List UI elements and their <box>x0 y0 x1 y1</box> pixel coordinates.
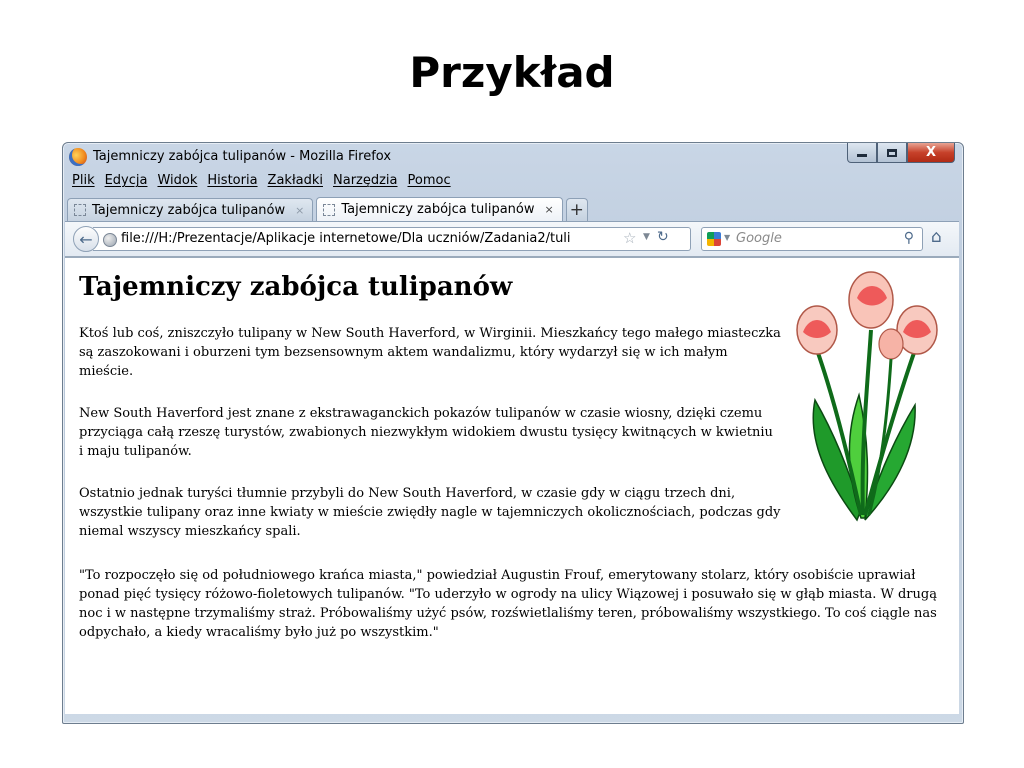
back-button[interactable] <box>73 226 99 252</box>
title-bar <box>63 143 963 171</box>
page-favicon-icon <box>74 204 86 216</box>
tab-strip <box>67 197 588 221</box>
tab-1[interactable] <box>67 198 313 221</box>
back-arrow-icon: ← <box>79 229 93 249</box>
paragraph-2: New South Haverford jest znane z ekstrawaganckich pokazów tulipanów w czasie wiosny, dzięki czemu przyciąga całą rzeszę turystów, zwabionych niezwykłym widokiem dwustu tysięcy kwitnących w kwietniu i maju tulipanów. <box>79 406 773 459</box>
menu-widok[interactable]: Widok <box>157 173 198 188</box>
paragraph-4: "To rozpoczęło się od południowego krańca miasta," powiedział Augustin Frouf, emerytowany stolarz, który osobiście uprawiał ponad pięć tysięcy różowo-fioletowych tulipanów. "To uderzyło w ogrody na ulicy Wiązowej i posuwało się w głąb miasta. W drugą noc i w następne trzymaliśmy straż. Próbowaliśmy użyć psów, rozświetlaliśmy teren, próbowaliśmy wszystkiego. To coś ciągle nas odpychało, a kiedy wracaliśmy było już po wszystkim." <box>79 568 937 640</box>
menu-narzedzia[interactable]: Narzędzia <box>333 173 398 188</box>
search-magnifier-icon[interactable]: ⚲ <box>903 230 914 246</box>
navigation-toolbar <box>65 221 959 257</box>
tab-close-icon[interactable]: × <box>295 203 305 217</box>
search-bar[interactable] <box>701 227 923 251</box>
globe-icon <box>103 233 117 247</box>
close-button[interactable]: X <box>907 143 955 163</box>
paragraph-3: Ostatnio jednak turyści tłumnie przybyli do New South Haverford, w czasie gdy w ciągu trzech dni, wszystkie tulipany oraz inne kwiaty w mieście zwiędły nagle w tajemniczych okolicznościach, podczas gdy niemal wszyscy mieszkańcy spali. <box>79 486 781 539</box>
engine-dropdown-icon[interactable]: ▼ <box>724 233 731 242</box>
slide-title: Przykład <box>409 48 615 97</box>
maximize-icon <box>887 149 897 157</box>
tab-label: Tajemniczy zabójca tulipanów <box>92 202 286 218</box>
firefox-logo-icon <box>69 148 87 166</box>
minimize-icon <box>857 154 867 157</box>
search-placeholder[interactable]: Google <box>736 231 782 246</box>
menu-pomoc[interactable]: Pomoc <box>407 173 451 188</box>
minimize-button[interactable] <box>847 143 877 163</box>
tab-label: Tajemniczy zabójca tulipanów <box>341 202 535 217</box>
history-dropdown-icon[interactable]: ▼ <box>643 232 650 242</box>
tab-close-icon[interactable]: × <box>544 203 554 216</box>
google-engine-icon[interactable] <box>707 232 721 246</box>
tab-2-active[interactable] <box>316 197 562 221</box>
menu-zakladki[interactable]: Zakładki <box>267 173 323 188</box>
tulips-image <box>787 270 947 530</box>
new-tab-button[interactable]: + <box>566 198 588 221</box>
page-favicon-icon <box>323 204 335 216</box>
window-controls <box>847 143 955 163</box>
page-content <box>65 257 959 714</box>
home-icon[interactable]: ⌂ <box>931 227 942 247</box>
menu-bar <box>67 173 456 193</box>
menu-edycja[interactable]: Edycja <box>104 173 148 188</box>
menu-plik[interactable]: Plik <box>72 173 95 188</box>
url-bar[interactable] <box>93 227 691 251</box>
menu-historia[interactable]: Historia <box>207 173 258 188</box>
window-title: Tajemniczy zabójca tulipanów - Mozilla Firefox <box>93 149 392 164</box>
maximize-button[interactable] <box>877 143 907 163</box>
browser-window <box>62 142 964 724</box>
bookmark-star-icon[interactable]: ☆ <box>623 229 637 247</box>
page-heading: Tajemniczy zabójca tulipanów <box>79 272 513 302</box>
reload-icon[interactable]: ↻ <box>657 229 669 245</box>
paragraph-1: Ktoś lub coś, zniszczyło tulipany w New South Haverford, w Wirginii. Mieszkańcy tego małego miasteczka są zaszokowani i oburzeni tym bezsensownym aktem wandalizmu, który wydarzył się w ich małym mieście. <box>79 326 781 379</box>
url-text[interactable]: file:///H:/Prezentacje/Aplikacje internetowe/Dla uczniów/Zadania2/tuli <box>121 231 571 246</box>
